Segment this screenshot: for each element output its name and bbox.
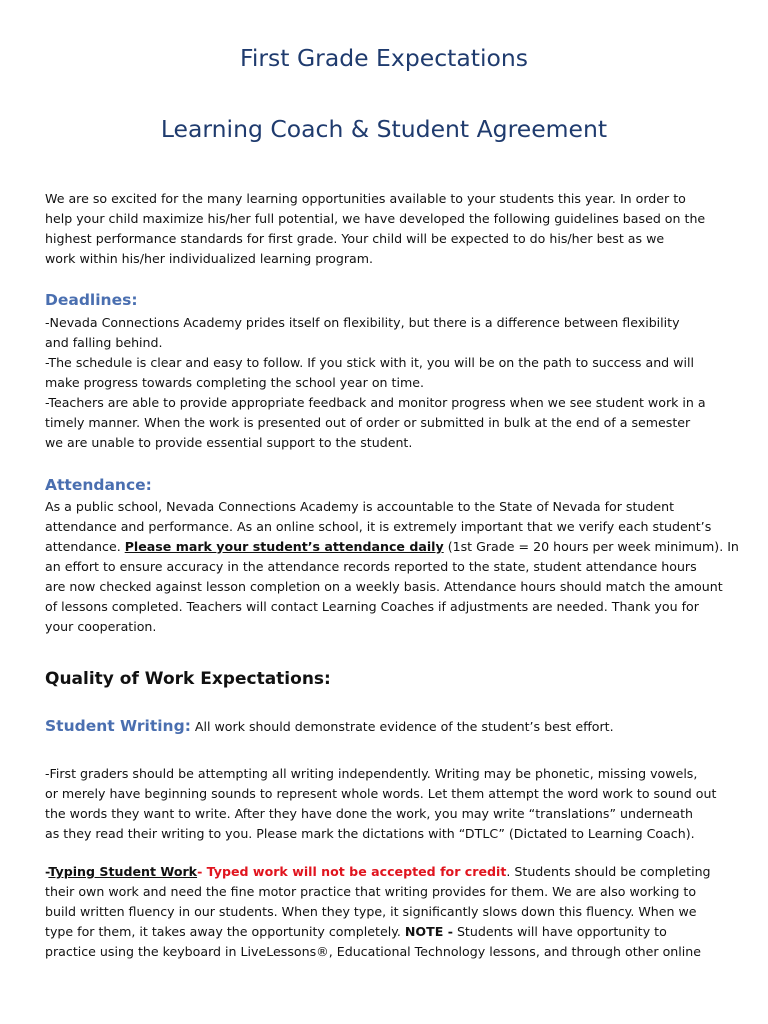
deadlines-line: -The schedule is clear and easy to follow. If you stick with it, you will be on the path to success and will: [45, 355, 694, 370]
typing-line: practice using the keyboard in LiveLessons®, Educational Technology lessons, and through other online: [45, 944, 701, 959]
student-writing-line: [45, 716, 735, 737]
attendance-prefix: attendance.: [45, 539, 125, 554]
intro-paragraph: [45, 189, 735, 269]
writing-line: as they read their writing to you. Please mark the dictations with “DTLC” (Dictated to Learning Coach).: [45, 826, 695, 841]
typing-line: [45, 862, 735, 882]
typing-after-warning: . Students should be completing: [506, 864, 711, 879]
deadlines-line: timely manner. When the work is presented out of order or submitted in bulk at the end of a semester: [45, 415, 691, 430]
attendance-line: an effort to ensure accuracy in the attendance records reported to the state, student attendance hours: [45, 559, 697, 574]
deadlines-paragraph: [45, 313, 735, 453]
attendance-line: [45, 537, 739, 557]
intro-line: work within his/her individualized learning program.: [45, 251, 373, 266]
attendance-line: attendance and performance. As an online school, it is extremely important that we verify each student’s: [45, 519, 712, 534]
quality-heading: Quality of Work Expectations:: [45, 669, 331, 689]
student-writing-paragraph: [45, 716, 735, 737]
deadlines-heading: Deadlines:: [45, 291, 138, 309]
writing-line: the words they want to write. After they have done the work, you may write “translations” underneath: [45, 806, 694, 821]
deadlines-line: we are unable to provide essential support to the student.: [45, 435, 413, 450]
writing-line: or merely have beginning sounds to represent whole words. Let them attempt the word work to sound out: [45, 786, 717, 801]
student-writing-text: All work should demonstrate evidence of the student’s best effort.: [190, 719, 614, 734]
note-label: NOTE -: [404, 924, 453, 939]
deadlines-line: and falling behind.: [45, 335, 163, 350]
intro-line: We are so excited for the many learning opportunities available to your students this year. In order to: [45, 191, 686, 206]
typing-line: their own work and need the fine motor practice that writing provides for them. We are also working to: [45, 884, 697, 899]
deadlines-line: -Teachers are able to provide appropriate feedback and monitor progress when we see student work in a: [45, 395, 706, 410]
writing-line: -First graders should be attempting all writing independently. Writing may be phonetic, missing vowels,: [45, 766, 698, 781]
typing-dash: -: [45, 864, 49, 879]
attendance-line: your cooperation.: [45, 619, 157, 634]
typing-line: build written fluency in our students. When they type, it significantly slows down this fluency. When we: [45, 904, 697, 919]
typing-line: [45, 922, 735, 942]
attendance-emphasis: Please mark your student’s attendance daily: [124, 539, 444, 554]
attendance-heading: Attendance:: [45, 476, 152, 494]
intro-line: highest performance standards for first grade. Your child will be expected to do his/her best as we: [45, 231, 665, 246]
typing-line4-pre: type for them, it takes away the opportunity completely.: [45, 924, 405, 939]
deadlines-line: make progress towards completing the school year on time.: [45, 375, 424, 390]
attendance-line: of lessons completed. Teachers will contact Learning Coaches if adjustments are needed. Thank you for: [45, 599, 699, 614]
student-writing-heading: Student Writing:: [45, 717, 191, 735]
writing-paragraph: [45, 764, 735, 844]
typing-label: Typing Student Work: [48, 864, 198, 879]
deadlines-line: -Nevada Connections Academy prides itself on flexibility, but there is a difference between flexibility: [45, 315, 680, 330]
document-subtitle: Learning Coach & Student Agreement: [160, 115, 608, 143]
document-title: First Grade Expectations: [240, 44, 528, 72]
intro-line: help your child maximize his/her full potential, we have developed the following guidelines based on the: [45, 211, 706, 226]
attendance-paragraph: [45, 497, 739, 637]
attendance-suffix: (1st Grade = 20 hours per week minimum). In: [443, 539, 739, 554]
typing-paragraph: [45, 862, 735, 962]
attendance-line: are now checked against lesson completion on a weekly basis. Attendance hours should match the amount: [45, 579, 723, 594]
typing-warning: - Typed work will not be accepted for credit: [197, 864, 507, 879]
typing-line4-post: Students will have opportunity to: [452, 924, 667, 939]
attendance-line: As a public school, Nevada Connections Academy is accountable to the State of Nevada for student: [45, 499, 675, 514]
